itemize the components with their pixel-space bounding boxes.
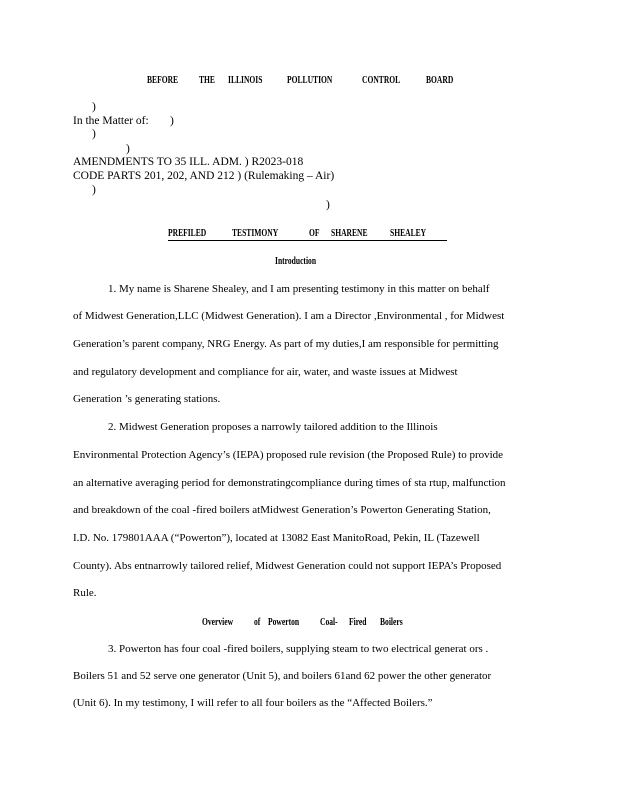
paragraph-line: and regulatory development and compliance for air, water, and waste issues at Midwest <box>73 366 458 378</box>
overview-word: Coal- <box>320 617 338 628</box>
title-word: TESTIMONY <box>232 228 279 239</box>
caption-paren: ) <box>326 199 330 211</box>
header-word: CONTROL <box>362 75 401 86</box>
title-underline <box>168 240 447 241</box>
overview-word: Overview <box>202 617 234 628</box>
overview-word: of <box>254 617 261 628</box>
paragraph-line: Generation ’s generating stations. <box>73 393 221 405</box>
paragraph-line: I.D. No. 179801AAA (“Powerton”), located at 13082 East ManitoRoad, Pekin, IL (Tazewell <box>73 532 480 544</box>
paragraph-line: Generation’s parent company, NRG Energy. As part of my duties,I am responsible for permitting <box>73 338 499 350</box>
caption-paren: ) <box>92 101 96 113</box>
paragraph-line: Boilers 51 and 52 serve one generator (Unit 5), and boilers 61and 62 power the other generator <box>73 670 492 682</box>
title-word: PREFILED <box>168 228 207 239</box>
caption-code-parts: CODE PARTS 201, 202, AND 212 ) (Rulemaking – Air) <box>73 170 335 182</box>
paragraph-line: an alternative averaging period for demonstratingcompliance during times of sta rtup, malfunction <box>73 477 506 489</box>
caption-paren: ) <box>170 115 174 127</box>
header-word: ILLINOIS <box>228 75 263 86</box>
section-heading-introduction: Introduction <box>275 256 317 267</box>
overview-word: Fired <box>349 617 367 628</box>
overview-word: Powerton <box>268 617 300 628</box>
caption-paren: ) <box>126 143 130 155</box>
paragraph-line: and breakdown of the coal -fired boilers atMidwest Generation’s Powerton Generating Station, <box>73 504 491 516</box>
title-word: OF <box>309 228 320 239</box>
paragraph-line: Environmental Protection Agency’s (IEPA) proposed rule revision (the Proposed Rule) to provide <box>73 449 504 461</box>
title-word: SHARENE <box>331 228 368 239</box>
paragraph-line: 3. Powerton has four coal -fired boilers, supplying steam to two electrical generat ors . <box>108 643 489 655</box>
caption-matter: In the Matter of: <box>73 115 149 127</box>
paragraph-line: Rule. <box>73 587 97 599</box>
caption-paren: ) <box>92 128 96 140</box>
paragraph-line: 1. My name is Sharene Shealey, and I am presenting testimony in this matter on behalf <box>108 283 490 295</box>
caption-paren: ) <box>92 184 96 196</box>
header-word: BOARD <box>426 75 454 86</box>
header-word: BEFORE <box>147 75 179 86</box>
paragraph-line: (Unit 6). In my testimony, I will refer to all four boilers as the “Affected Boilers.” <box>73 697 433 709</box>
paragraph-line: of Midwest Generation,LLC (Midwest Generation). I am a Director ,Environmental , for Midwest <box>73 310 505 322</box>
title-word: SHEALEY <box>390 228 427 239</box>
header-word: POLLUTION <box>287 75 333 86</box>
overview-word: Boilers <box>380 617 403 628</box>
caption-amendments: AMENDMENTS TO 35 ILL. ADM. ) R2023-018 <box>73 156 304 168</box>
paragraph-line: County). Abs entnarrowly tailored relief, Midwest Generation could not support IEPA’s Proposed <box>73 560 502 572</box>
paragraph-line: 2. Midwest Generation proposes a narrowly tailored addition to the Illinois <box>108 421 438 433</box>
header-word: THE <box>199 75 215 86</box>
